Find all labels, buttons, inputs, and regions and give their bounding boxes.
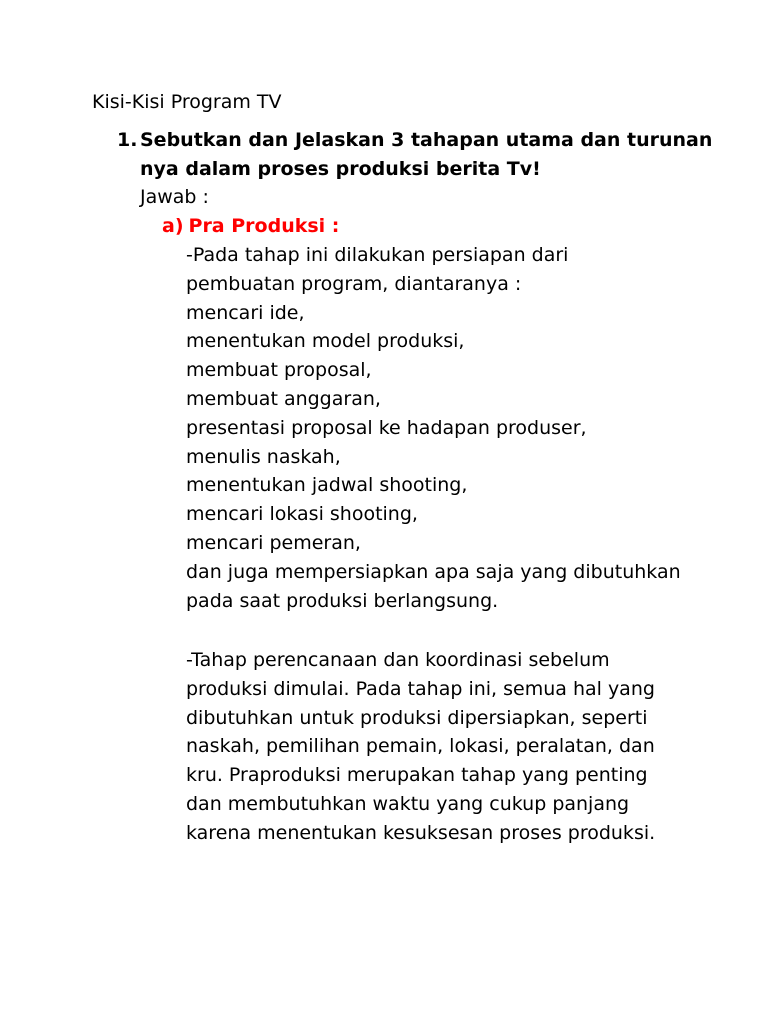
paragraph-line: menulis naskah, <box>186 445 341 468</box>
section-title: Pra Produksi : <box>188 215 340 237</box>
section-marker: a) <box>162 215 184 237</box>
paragraph-line: dan membutuhkan waktu yang cukup panjang <box>186 792 630 815</box>
paragraph-line: -Tahap perencanaan dan koordinasi sebelum <box>186 649 610 671</box>
paragraph-line: karena menentukan kesuksesan proses produksi. <box>186 821 656 844</box>
document-title: Kisi-Kisi Program TV <box>92 91 282 113</box>
paragraph-line: produksi dimulai. Pada tahap ini, semua hal yang <box>186 677 655 700</box>
answer-label: Jawab : <box>140 186 209 208</box>
paragraph-line: -Pada tahap ini dilakukan persiapan dari <box>186 244 569 266</box>
paragraph-line: mencari ide, <box>186 301 305 324</box>
paragraph-line: membuat anggaran, <box>186 387 381 410</box>
paragraph-line: dibutuhkan untuk produksi dipersiapkan, seperti <box>186 706 648 729</box>
paragraph-line: pada saat produksi berlangsung. <box>186 589 499 612</box>
question-number: 1. <box>117 129 138 151</box>
paragraph-line: mencari pemeran, <box>186 531 361 554</box>
paragraph-line: kru. Praproduksi merupakan tahap yang penting <box>186 764 648 787</box>
paragraph-preparation-steps <box>186 241 746 615</box>
question-line: nya dalam proses produksi berita Tv! <box>140 158 541 180</box>
paragraph-line: presentasi proposal ke hadapan produser, <box>186 416 587 439</box>
paragraph-line: menentukan model produksi, <box>186 330 465 353</box>
paragraph-line: dan juga mempersiapkan apa saja yang dibutuhkan <box>186 560 681 583</box>
paragraph-line: membuat proposal, <box>186 359 372 382</box>
section-heading <box>162 212 339 240</box>
paragraph-planning-description <box>186 646 746 848</box>
paragraph-line: mencari lokasi shooting, <box>186 503 418 526</box>
question-line: Sebutkan dan Jelaskan 3 tahapan utama dan turunan <box>140 129 713 151</box>
paragraph-line: naskah, pemilihan pemain, lokasi, peralatan, dan <box>186 735 655 758</box>
question-text <box>140 126 713 184</box>
paragraph-line: menentukan jadwal shooting, <box>186 474 468 497</box>
paragraph-line: pembuatan program, diantaranya : <box>186 272 522 295</box>
